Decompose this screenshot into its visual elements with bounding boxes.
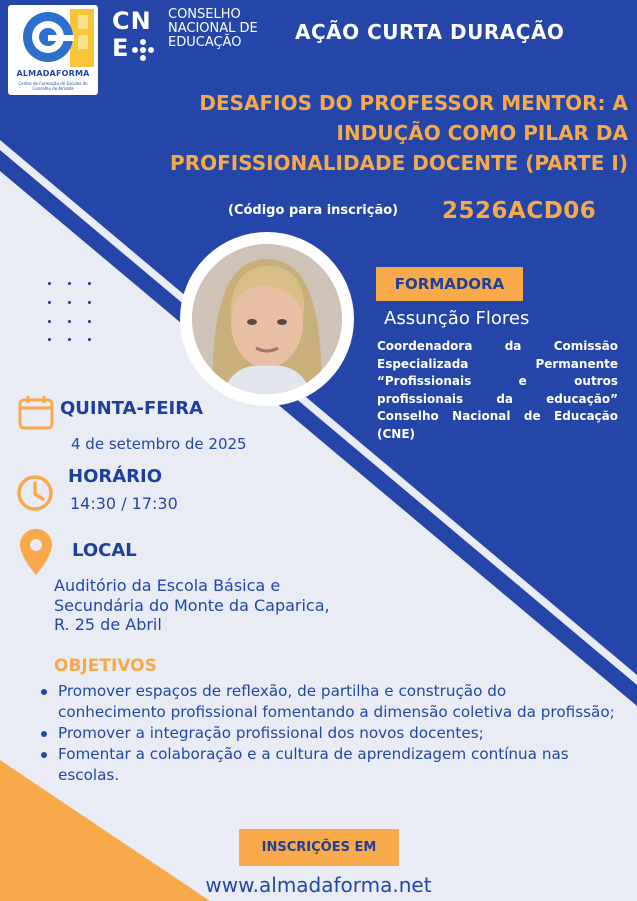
course-title-line2: INDUÇÃO COMO PILAR DA (336, 121, 628, 145)
trainer-photo (180, 232, 354, 406)
day-label: QUINTA-FEIRA (60, 398, 204, 419)
cne-text-line1: CONSELHO (168, 7, 241, 22)
course-title (100, 88, 628, 178)
cne-text-line2: NACIONAL DE (168, 21, 258, 36)
event-place (54, 576, 330, 635)
location-pin-icon (18, 527, 54, 577)
time-label: HORÁRIO (68, 466, 163, 487)
objectives-heading: OBJETIVOS (54, 656, 157, 676)
calendar-icon (17, 395, 55, 431)
cne-logo-mark (112, 8, 164, 64)
registration-code: 2526ACD06 (442, 198, 597, 224)
place-line3: R. 25 de Abril (54, 615, 162, 634)
cne-mark-line2: E (112, 34, 129, 62)
cne-logo-text (168, 8, 258, 50)
almadaforma-subtitle: Centro de Formação de Escolas do Concelho de Almada (18, 81, 88, 91)
course-title-line3: PROFISSIONALIDADE DOCENTE (PARTE I) (170, 151, 628, 175)
objectives-list (38, 681, 618, 786)
cne-text-line3: EDUCAÇÃO (168, 35, 242, 50)
objective-item: Promover espaços de reflexão, de partilha e construção do conhecimento profissional fomentando a dimensão coletiva da profissão; (38, 681, 618, 723)
objective-item: Fomentar a colaboração e a cultura de aprendizagem contínua nas escolas. (38, 744, 618, 786)
action-type-heading: AÇÃO CURTA DURAÇÃO (295, 20, 565, 44)
clock-icon (15, 473, 55, 513)
trainer-label-badge: FORMADORA (376, 267, 523, 301)
registration-code-label: (Código para inscrição) (228, 203, 399, 218)
almadaforma-logo (8, 5, 98, 95)
almadaforma-name: ALMADAFORMA (16, 69, 90, 78)
place-line2: Secundária do Monte da Caparica, (54, 595, 330, 615)
trainer-name: Assunção Flores (384, 308, 530, 329)
website-link[interactable]: www.almadaforma.net (205, 873, 432, 897)
place-line1: Auditório da Escola Básica e (54, 576, 281, 595)
place-label: LOCAL (72, 540, 137, 561)
event-time: 14:30 / 17:30 (70, 494, 178, 513)
course-title-line1: DESAFIOS DO PROFESSOR MENTOR: A (199, 91, 628, 115)
cne-mark-line1: CN (112, 7, 152, 35)
objective-item: Promover a integração profissional dos novos docentes; (38, 723, 618, 744)
registration-label: INSCRIÇÕES EM (239, 829, 399, 866)
decorative-dots (48, 282, 96, 342)
trainer-description: Coordenadora da Comissão Especializada Permanente “Profissionais e outros profissionais da educação” Conselho Nacional de Educação (CNE) (377, 339, 618, 441)
event-date: 4 de setembro de 2025 (71, 435, 247, 453)
